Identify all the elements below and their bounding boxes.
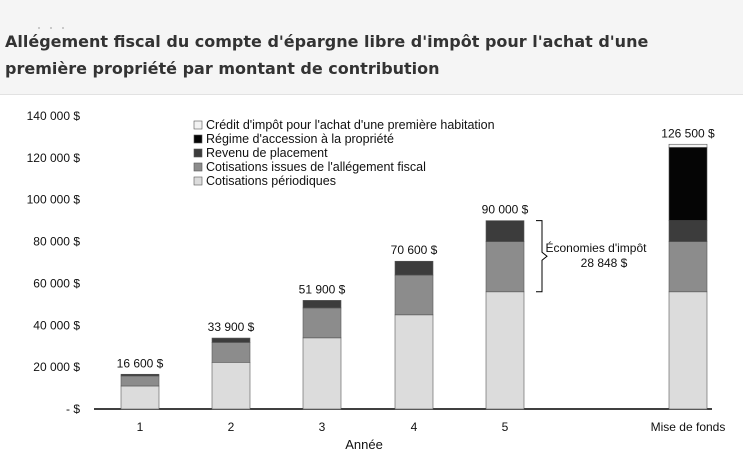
bar-segment xyxy=(395,261,433,275)
y-tick-label: 120 000 $ xyxy=(26,150,80,165)
legend-swatch xyxy=(194,163,202,171)
x-axis-label: Année xyxy=(345,437,383,452)
x-tick-label: 5 xyxy=(501,420,509,434)
x-tick-label: 2 xyxy=(227,420,235,434)
bar-segment xyxy=(303,308,341,338)
y-tick-label: 100 000 $ xyxy=(26,192,80,207)
bar-segment xyxy=(669,221,707,242)
annotation-bracket xyxy=(536,221,547,292)
bar-total-label: 70 600 $ xyxy=(390,243,438,258)
bar-total-label: 90 000 $ xyxy=(481,202,529,217)
legend-label: Crédit d'impôt pour l'achat d'une première habitation xyxy=(206,118,495,132)
bar-total-label: 33 900 $ xyxy=(207,320,255,335)
bar-segment xyxy=(212,342,250,362)
y-tick-label: 20 000 $ xyxy=(33,360,80,375)
y-tick-label: 80 000 $ xyxy=(33,234,80,249)
bar-segment xyxy=(669,292,707,409)
chart-area xyxy=(0,95,743,458)
header-decoration xyxy=(38,16,78,20)
chart-title: Allégement fiscal du compte d'épargne libre d'impôt pour l'achat d'une première propriété par montant de contribution xyxy=(5,32,649,78)
y-tick-label: 60 000 $ xyxy=(33,276,80,291)
bar-segment xyxy=(303,300,341,308)
bar-segment xyxy=(121,376,159,386)
y-tick-label: 140 000 $ xyxy=(26,109,80,123)
bar-total-label: 126 500 $ xyxy=(661,126,715,141)
bar-segment xyxy=(486,221,524,242)
x-tick-label: Mise de fonds xyxy=(650,420,726,434)
y-tick-label: 40 000 $ xyxy=(33,318,80,333)
x-tick-label: 3 xyxy=(318,420,326,434)
y-tick-label: - $ xyxy=(65,402,80,416)
x-tick-label: 1 xyxy=(136,420,144,434)
bar-segment xyxy=(395,275,433,315)
bar-segment xyxy=(669,144,707,147)
bar-total-label: 51 900 $ xyxy=(298,282,346,297)
bar-segment xyxy=(395,315,433,409)
legend-label: Régime d'accession à la propriété xyxy=(206,132,394,146)
legend-swatch xyxy=(194,177,202,185)
legend-swatch xyxy=(194,135,202,143)
bar-segment xyxy=(212,338,250,342)
bar-segment xyxy=(669,242,707,292)
legend-label: Revenu de placement xyxy=(206,146,328,160)
legend-swatch xyxy=(194,121,202,129)
bar-segment xyxy=(121,374,159,376)
bar-segment xyxy=(486,292,524,409)
legend-label: Cotisations périodiques xyxy=(206,174,336,188)
x-tick-label: 4 xyxy=(410,420,418,434)
legend-swatch xyxy=(194,149,202,157)
annotation-line1: Économies d'impôt xyxy=(545,241,647,256)
legend-label: Cotisations issues de l'allégement fiscal xyxy=(206,160,426,174)
chart-header xyxy=(0,0,743,95)
bar-segment xyxy=(212,362,250,409)
bar-segment xyxy=(303,338,341,409)
bar-segment xyxy=(669,147,707,220)
bar-segment xyxy=(486,242,524,292)
bar-total-label: 16 600 $ xyxy=(116,356,164,371)
bar-segment xyxy=(121,386,159,409)
annotation-line2: 28 848 $ xyxy=(580,256,628,271)
